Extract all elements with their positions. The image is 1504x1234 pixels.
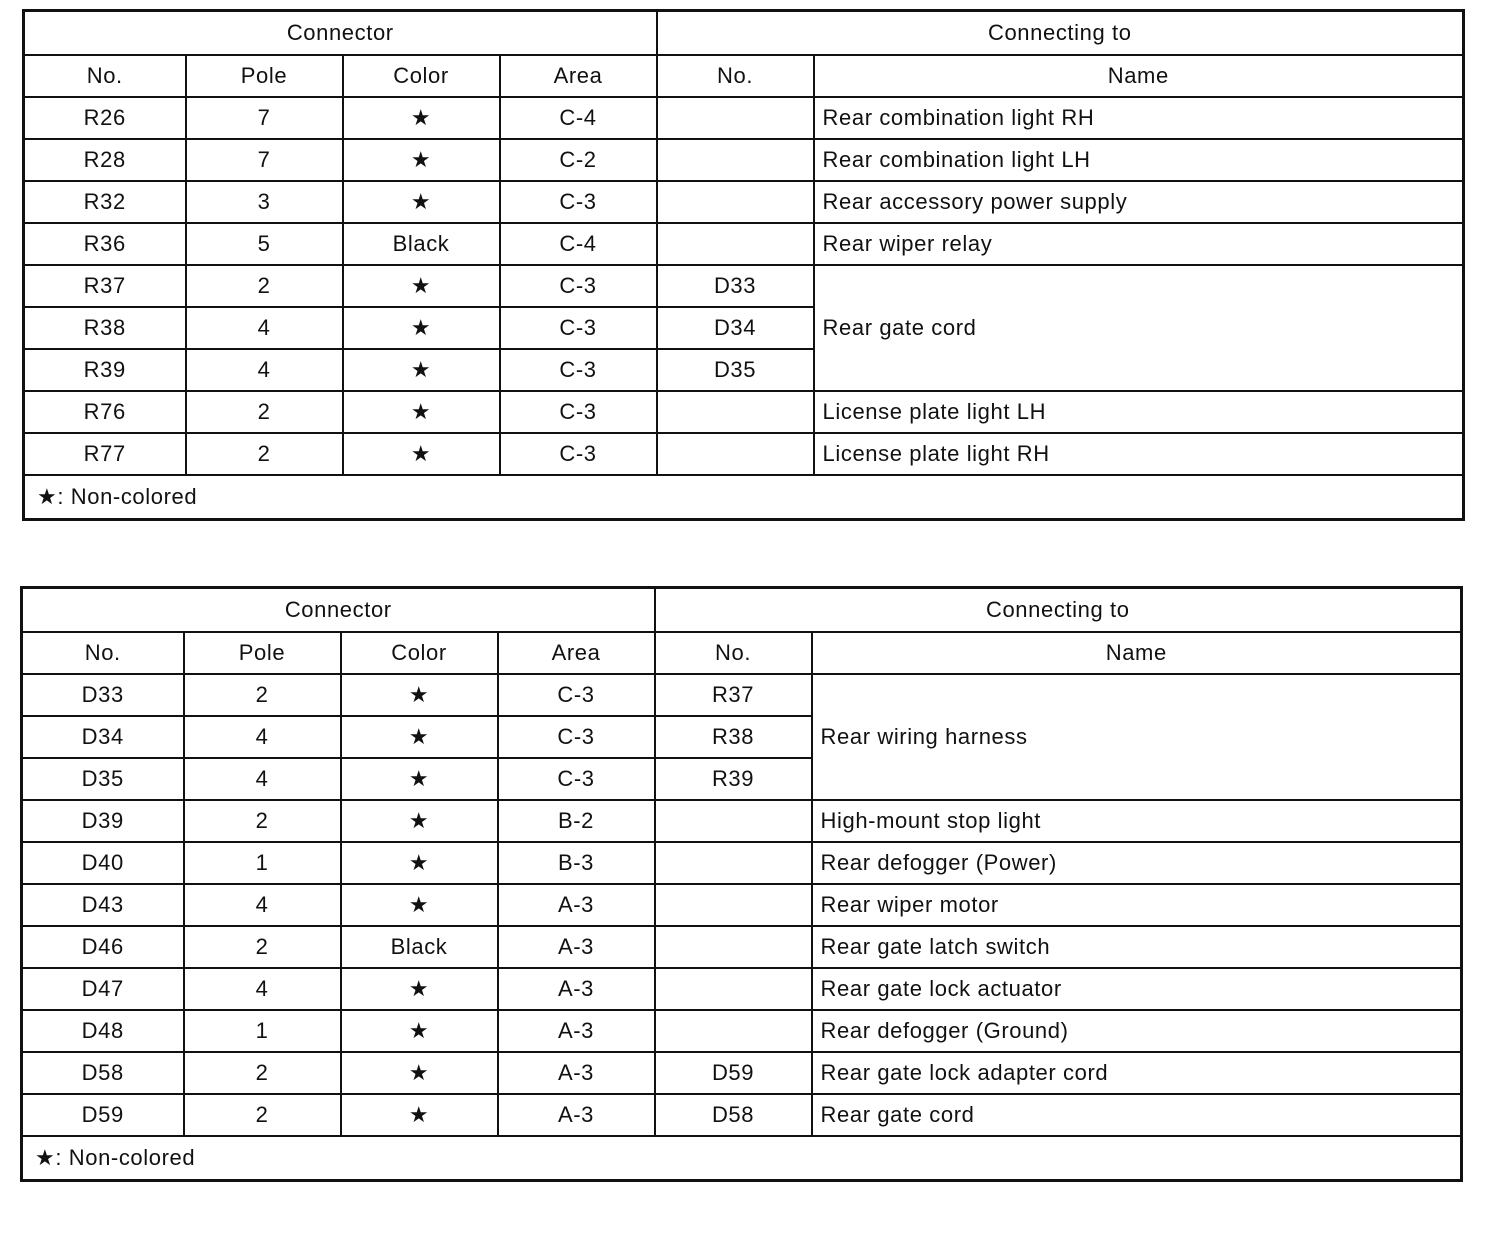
column-header-pole: Pole — [184, 632, 341, 674]
table-group-header-row — [24, 11, 1464, 56]
cell-name: Rear defogger (Power) — [812, 842, 1462, 884]
cell-color: ★ — [341, 800, 498, 842]
table-column-header-row — [22, 632, 1462, 674]
cell-color: ★ — [341, 758, 498, 800]
cell-pole: 2 — [186, 433, 343, 475]
cell-name: Rear combination light LH — [814, 139, 1464, 181]
column-header-pole: Pole — [186, 55, 343, 97]
cell-name: High-mount stop light — [812, 800, 1462, 842]
cell-pole: 3 — [186, 181, 343, 223]
footnote-non-colored: ★: Non-colored — [24, 475, 1464, 520]
table-row — [24, 391, 1464, 433]
table-row — [22, 1010, 1462, 1052]
cell-to-no — [655, 842, 812, 884]
cell-area: A-3 — [498, 968, 655, 1010]
table-row — [22, 968, 1462, 1010]
cell-color: ★ — [343, 97, 500, 139]
cell-to-no: R38 — [655, 716, 812, 758]
cell-area: C-2 — [500, 139, 657, 181]
cell-area: C-3 — [500, 307, 657, 349]
cell-color: ★ — [341, 1010, 498, 1052]
cell-name: License plate light RH — [814, 433, 1464, 475]
cell-name: Rear wiper motor — [812, 884, 1462, 926]
table-note-row — [22, 1136, 1462, 1181]
cell-no: R37 — [24, 265, 186, 307]
cell-area: C-3 — [500, 391, 657, 433]
group-header-connector: Connector — [22, 588, 655, 633]
cell-area: C-3 — [500, 349, 657, 391]
table-group-header-row — [22, 588, 1462, 633]
cell-area: C-4 — [500, 97, 657, 139]
cell-to-no — [657, 139, 814, 181]
cell-pole: 2 — [184, 800, 341, 842]
cell-no: R77 — [24, 433, 186, 475]
column-header-color: Color — [341, 632, 498, 674]
cell-pole: 7 — [186, 97, 343, 139]
cell-no: R38 — [24, 307, 186, 349]
cell-pole: 4 — [184, 758, 341, 800]
footnote-non-colored: ★: Non-colored — [22, 1136, 1462, 1181]
cell-no: D58 — [22, 1052, 184, 1094]
column-header-name: Name — [812, 632, 1462, 674]
cell-no: D47 — [22, 968, 184, 1010]
table-row — [24, 139, 1464, 181]
cell-name: License plate light LH — [814, 391, 1464, 433]
cell-no: D35 — [22, 758, 184, 800]
cell-pole: 2 — [186, 391, 343, 433]
cell-area: C-3 — [500, 181, 657, 223]
cell-pole: 5 — [186, 223, 343, 265]
cell-no: D59 — [22, 1094, 184, 1136]
cell-color: ★ — [341, 842, 498, 884]
table-row — [24, 97, 1464, 139]
table-row — [24, 181, 1464, 223]
cell-to-no: D58 — [655, 1094, 812, 1136]
table-row — [22, 884, 1462, 926]
cell-name: Rear gate cord — [812, 1094, 1462, 1136]
cell-area: C-3 — [500, 265, 657, 307]
cell-no: D39 — [22, 800, 184, 842]
table-row — [22, 674, 1462, 716]
cell-to-no — [655, 926, 812, 968]
table-note-row — [24, 475, 1464, 520]
cell-color: ★ — [343, 181, 500, 223]
cell-to-no — [657, 97, 814, 139]
column-header-name: Name — [814, 55, 1464, 97]
table-row — [22, 1052, 1462, 1094]
column-header-area: Area — [498, 632, 655, 674]
cell-to-no: R39 — [655, 758, 812, 800]
column-header-no: No. — [24, 55, 186, 97]
cell-pole: 2 — [184, 926, 341, 968]
cell-name: Rear defogger (Ground) — [812, 1010, 1462, 1052]
cell-pole: 4 — [184, 968, 341, 1010]
cell-no: D48 — [22, 1010, 184, 1052]
cell-no: R39 — [24, 349, 186, 391]
table-row — [22, 926, 1462, 968]
cell-pole: 4 — [184, 716, 341, 758]
cell-area: A-3 — [498, 1094, 655, 1136]
cell-pole: 1 — [184, 842, 341, 884]
cell-to-no: D35 — [657, 349, 814, 391]
cell-to-no — [657, 223, 814, 265]
cell-to-no — [655, 968, 812, 1010]
cell-color: ★ — [341, 716, 498, 758]
cell-pole: 4 — [186, 349, 343, 391]
cell-name: Rear gate lock adapter cord — [812, 1052, 1462, 1094]
cell-area: A-3 — [498, 926, 655, 968]
cell-pole: 1 — [184, 1010, 341, 1052]
table-row — [24, 223, 1464, 265]
cell-pole: 2 — [184, 1052, 341, 1094]
table-column-header-row — [24, 55, 1464, 97]
cell-color: ★ — [341, 1052, 498, 1094]
connector-table-rear — [22, 9, 1465, 521]
cell-no: R28 — [24, 139, 186, 181]
column-header-to-no: No. — [655, 632, 812, 674]
cell-to-no: D33 — [657, 265, 814, 307]
cell-to-no — [657, 433, 814, 475]
cell-pole: 4 — [184, 884, 341, 926]
cell-no: R76 — [24, 391, 186, 433]
cell-color: ★ — [341, 1094, 498, 1136]
cell-color: ★ — [343, 391, 500, 433]
cell-color: ★ — [341, 968, 498, 1010]
cell-name: Rear combination light RH — [814, 97, 1464, 139]
cell-to-no: D34 — [657, 307, 814, 349]
cell-pole: 4 — [186, 307, 343, 349]
cell-area: A-3 — [498, 884, 655, 926]
cell-color: ★ — [343, 265, 500, 307]
cell-pole: 2 — [184, 674, 341, 716]
cell-color: ★ — [343, 307, 500, 349]
column-header-to-no: No. — [657, 55, 814, 97]
cell-area: C-3 — [498, 716, 655, 758]
cell-pole: 2 — [186, 265, 343, 307]
cell-no: D33 — [22, 674, 184, 716]
column-header-area: Area — [500, 55, 657, 97]
cell-pole: 7 — [186, 139, 343, 181]
cell-area: C-3 — [500, 433, 657, 475]
cell-to-no — [655, 1010, 812, 1052]
cell-to-no: D59 — [655, 1052, 812, 1094]
cell-area: B-3 — [498, 842, 655, 884]
cell-to-no — [655, 800, 812, 842]
group-header-connecting-to: Connecting to — [655, 588, 1462, 633]
cell-name: Rear gate lock actuator — [812, 968, 1462, 1010]
column-header-no: No. — [22, 632, 184, 674]
cell-color: Black — [343, 223, 500, 265]
cell-area: C-3 — [498, 758, 655, 800]
cell-no: R36 — [24, 223, 186, 265]
table-row — [22, 800, 1462, 842]
cell-name: Rear gate latch switch — [812, 926, 1462, 968]
cell-to-no — [657, 181, 814, 223]
connector-table-rear-gate — [20, 586, 1463, 1182]
cell-to-no — [657, 391, 814, 433]
cell-to-no: R37 — [655, 674, 812, 716]
cell-no: R32 — [24, 181, 186, 223]
table-row — [24, 265, 1464, 307]
cell-color: ★ — [343, 139, 500, 181]
group-header-connecting-to: Connecting to — [657, 11, 1464, 56]
group-header-connector: Connector — [24, 11, 657, 56]
cell-pole: 2 — [184, 1094, 341, 1136]
cell-name-merged: Rear gate cord — [814, 265, 1464, 391]
table-row — [22, 842, 1462, 884]
table-row — [24, 433, 1464, 475]
cell-name: Rear wiper relay — [814, 223, 1464, 265]
cell-name: Rear accessory power supply — [814, 181, 1464, 223]
cell-color: ★ — [341, 884, 498, 926]
cell-area: A-3 — [498, 1010, 655, 1052]
cell-color: Black — [341, 926, 498, 968]
cell-area: B-2 — [498, 800, 655, 842]
cell-name-merged: Rear wiring harness — [812, 674, 1462, 800]
column-header-color: Color — [343, 55, 500, 97]
cell-color: ★ — [341, 674, 498, 716]
cell-color: ★ — [343, 349, 500, 391]
cell-no: D46 — [22, 926, 184, 968]
table-row — [22, 1094, 1462, 1136]
cell-area: C-4 — [500, 223, 657, 265]
cell-no: R26 — [24, 97, 186, 139]
cell-area: A-3 — [498, 1052, 655, 1094]
cell-no: D40 — [22, 842, 184, 884]
cell-no: D43 — [22, 884, 184, 926]
cell-color: ★ — [343, 433, 500, 475]
cell-no: D34 — [22, 716, 184, 758]
cell-to-no — [655, 884, 812, 926]
cell-area: C-3 — [498, 674, 655, 716]
